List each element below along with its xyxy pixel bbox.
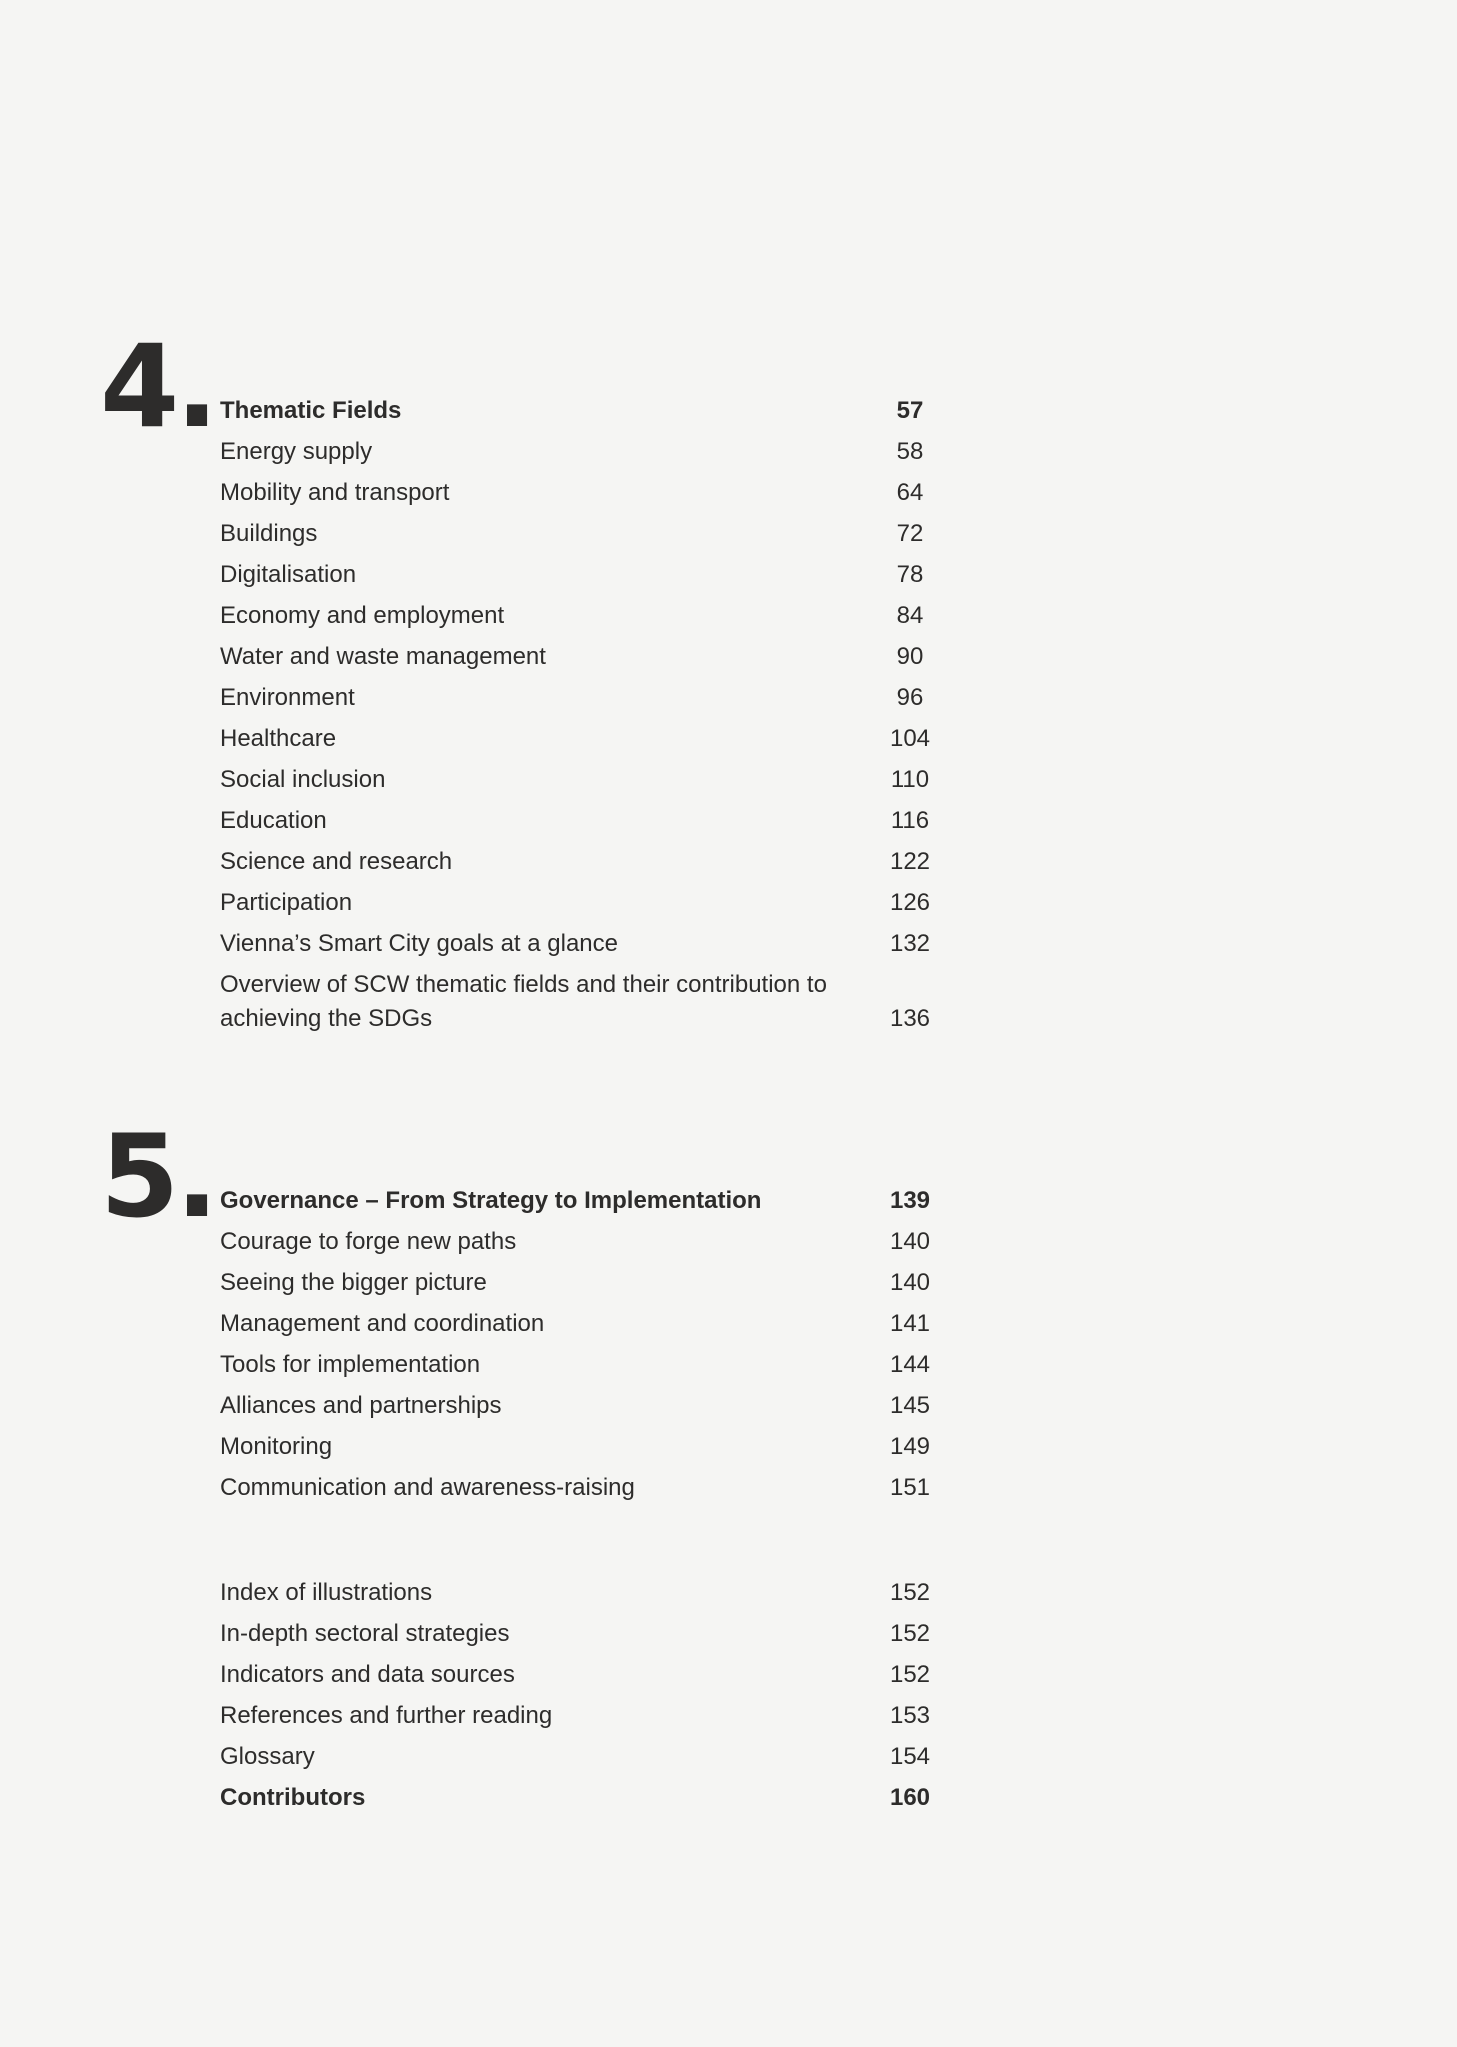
toc-entry-title: In-depth sectoral strategies xyxy=(220,1620,510,1647)
toc-entry xyxy=(220,677,940,718)
toc-entry-title: Digitalisation xyxy=(220,561,357,588)
toc-entry xyxy=(220,759,940,800)
toc-entry xyxy=(220,1262,940,1303)
toc-entry-page: 140 xyxy=(889,1228,931,1255)
toc-entry xyxy=(220,882,940,923)
toc-entry-page: 140 xyxy=(889,1269,931,1296)
toc-entry xyxy=(220,513,940,554)
toc-entry-page: 152 xyxy=(889,1620,931,1647)
toc-entry xyxy=(220,718,940,759)
toc-entry xyxy=(220,1303,940,1344)
toc-entry xyxy=(220,1695,940,1736)
toc-entry-page: 153 xyxy=(889,1702,931,1729)
toc-entry-page: 57 xyxy=(896,397,924,424)
toc-entry-title: Participation xyxy=(220,889,353,916)
toc-entry-page: 64 xyxy=(896,479,924,506)
toc-entry-page: 126 xyxy=(889,889,931,916)
toc-entry-title: Governance – From Strategy to Implementation xyxy=(220,1187,762,1214)
toc-entries xyxy=(220,1180,940,1508)
toc-entry xyxy=(220,800,940,841)
toc-entries xyxy=(220,390,940,1039)
toc-entry-page: 151 xyxy=(889,1474,931,1501)
toc-entry xyxy=(220,636,940,677)
toc-entry-page: 152 xyxy=(889,1661,931,1688)
toc-entry-title: Indicators and data sources xyxy=(220,1661,515,1688)
toc-entry xyxy=(220,1467,940,1508)
toc-entry-title: Tools for implementation xyxy=(220,1351,481,1378)
toc-entry xyxy=(220,923,940,964)
toc-entry-title: Contributors xyxy=(220,1784,366,1811)
toc-entry xyxy=(220,1344,940,1385)
toc-entry xyxy=(220,1736,940,1777)
toc-entry xyxy=(220,390,940,431)
toc-entry-page: 160 xyxy=(889,1784,931,1811)
toc-entry xyxy=(220,1777,940,1818)
toc-entry-page: 149 xyxy=(889,1433,931,1460)
toc-entry xyxy=(220,1180,940,1221)
toc-entry-page: 152 xyxy=(889,1579,931,1606)
toc-entry-title: Management and coordination xyxy=(220,1310,545,1337)
toc-entry-title: Communication and awareness-raising xyxy=(220,1474,635,1501)
toc-entry-title: References and further reading xyxy=(220,1702,553,1729)
toc-entry xyxy=(220,431,940,472)
toc-entry-title: Courage to forge new paths xyxy=(220,1228,517,1255)
toc-entry-page: 78 xyxy=(896,561,924,588)
toc-entry-page: 132 xyxy=(889,930,931,957)
toc-entry-title: Overview of SCW thematic fields and their contribution to achieving the SDGs xyxy=(220,971,827,1032)
toc-entry-title: Vienna’s Smart City goals at a glance xyxy=(220,930,619,957)
toc-entry xyxy=(220,1221,940,1262)
toc-entry-title: Energy supply xyxy=(220,438,373,465)
toc-entry-title: Thematic Fields xyxy=(220,397,402,424)
toc-entry-title: Index of illustrations xyxy=(220,1579,433,1606)
toc-entry-page: 122 xyxy=(889,848,931,875)
toc-entry-title: Environment xyxy=(220,684,355,711)
toc-entries xyxy=(220,1572,940,1818)
toc-entry xyxy=(220,1426,940,1467)
toc-entry xyxy=(220,554,940,595)
toc-entry-title: Education xyxy=(220,807,327,834)
toc-entry-page: 139 xyxy=(889,1187,931,1214)
toc-entry-title: Mobility and transport xyxy=(220,479,450,506)
toc-entry-page: 104 xyxy=(889,725,931,752)
toc-entry-page: 90 xyxy=(896,643,924,670)
toc-entry-page: 136 xyxy=(889,1005,931,1032)
toc-entry-title: Buildings xyxy=(220,520,318,547)
toc-entry-title: Healthcare xyxy=(220,725,337,752)
toc-entry-title: Water and waste management xyxy=(220,643,546,670)
chapter-number: 5. xyxy=(100,1110,215,1243)
toc-entry-page: 154 xyxy=(889,1743,931,1770)
toc-entry-page: 58 xyxy=(896,438,924,465)
toc-entry xyxy=(220,595,940,636)
toc-entry-title: Economy and employment xyxy=(220,602,505,629)
toc-entry-page: 72 xyxy=(896,520,924,547)
toc-entry-page: 110 xyxy=(890,766,930,793)
toc-entry xyxy=(220,1613,940,1654)
toc-entry xyxy=(220,1572,940,1613)
toc-entry-title: Glossary xyxy=(220,1743,315,1770)
chapter-number: 4. xyxy=(100,320,215,453)
toc-entry xyxy=(220,472,940,513)
toc-entry-page: 145 xyxy=(889,1392,931,1419)
toc-entry-title: Seeing the bigger picture xyxy=(220,1269,487,1296)
toc-entry-page: 141 xyxy=(889,1310,931,1337)
toc-entry xyxy=(220,964,940,1039)
toc-entry xyxy=(220,1385,940,1426)
toc-entry-page: 144 xyxy=(889,1351,931,1378)
toc-entry-title: Social inclusion xyxy=(220,766,386,793)
toc-entry xyxy=(220,841,940,882)
toc-entry-title: Alliances and partnerships xyxy=(220,1392,502,1419)
toc-entry-page: 96 xyxy=(896,684,924,711)
toc-entry-page: 84 xyxy=(896,602,924,629)
toc-entry xyxy=(220,1654,940,1695)
toc-entry-page: 116 xyxy=(890,807,930,834)
toc-entry-title: Monitoring xyxy=(220,1433,333,1460)
toc-entry-title: Science and research xyxy=(220,848,453,875)
